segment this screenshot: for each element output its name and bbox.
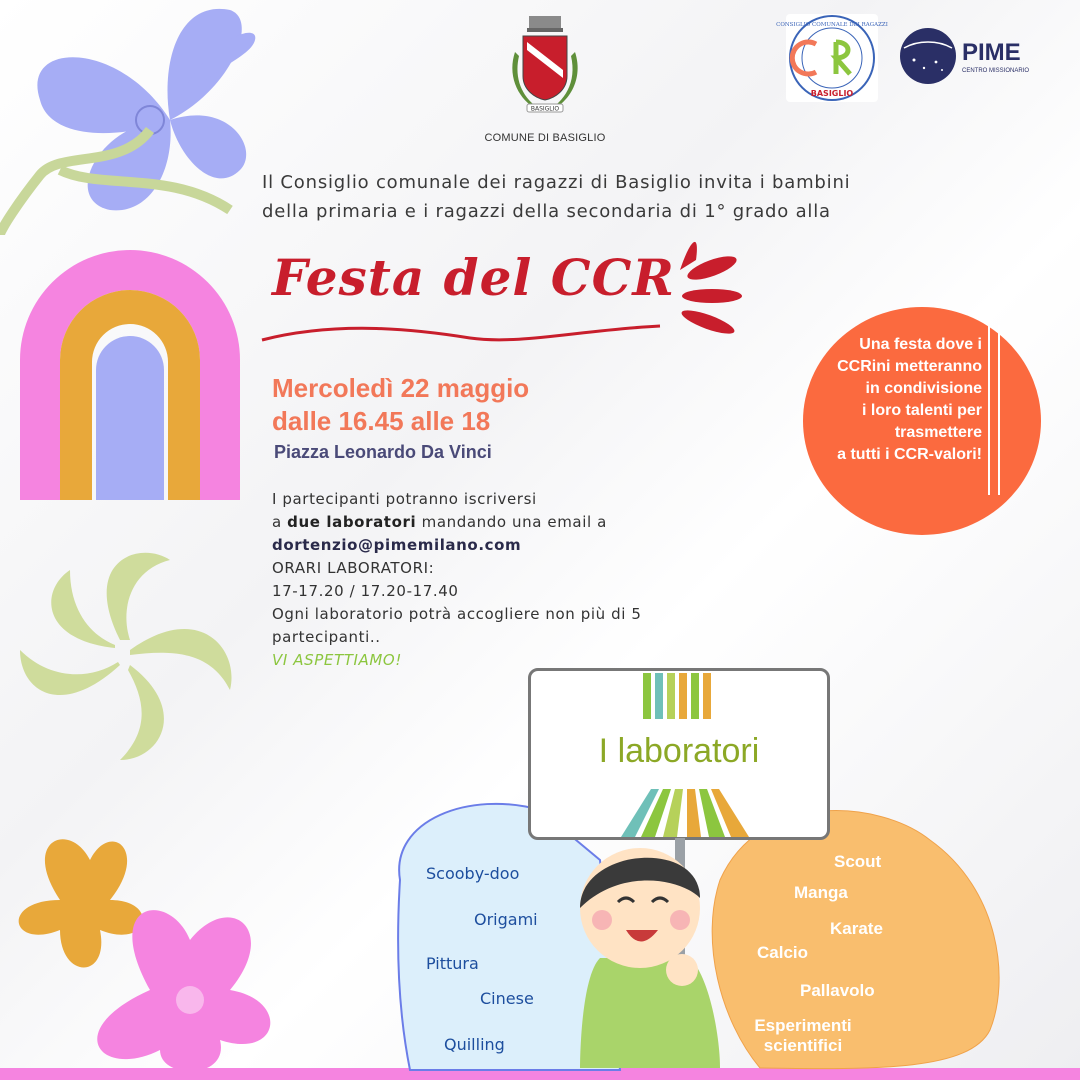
pime-name: PIME	[962, 39, 1021, 66]
bubble-line: i loro talenti per	[861, 402, 982, 419]
rainbow-decoration	[20, 250, 240, 500]
info-block	[272, 488, 772, 672]
intro-line-2: della primaria e i ragazzi della secondaria di 1° grado alla	[262, 201, 831, 222]
lab-cinese: Cinese	[480, 989, 534, 1008]
lab-quilling: Quilling	[444, 1035, 505, 1054]
talent-bubble-text	[792, 334, 982, 466]
event-date	[272, 372, 529, 438]
event-title: Festa del CCR	[272, 248, 675, 307]
bubble-line: trasmettere	[894, 424, 982, 441]
title-underline	[262, 326, 660, 340]
bubble-line: CCRini metteranno	[837, 358, 982, 375]
lab-calcio: Calcio	[757, 943, 809, 962]
info-bold-labs: due laboratori	[287, 513, 417, 531]
bubble-line: Una festa dove i	[859, 336, 982, 353]
lab-esperimenti: Esperimenti scientifici	[754, 1016, 852, 1055]
comune-name: COMUNE DI BASIGLIO	[484, 132, 606, 144]
crest-band-text: BASIGLIO	[530, 105, 560, 113]
welcome-text: VI ASPETTIAMO!	[272, 651, 402, 669]
lab-pallavolo: Pallavolo	[800, 981, 875, 1000]
splash-decoration	[679, 242, 742, 338]
intro-line-1: Il Consiglio comunale dei ragazzi di Basiglio invita i bambini	[262, 172, 851, 193]
lab-manga: Manga	[794, 883, 848, 902]
blue-flower-decoration	[0, 9, 255, 235]
bubble-bar-decoration	[988, 325, 1000, 495]
lab-origami: Origami	[474, 910, 538, 929]
ccr-logo	[776, 14, 888, 102]
ccr-logo-top-text: CONSIGLIO COMUNALE DEI RAGAZZI	[776, 22, 888, 28]
event-place: Piazza Leonardo Da Vinci	[274, 442, 492, 462]
info-line-1: I partecipanti potranno iscriversi	[272, 490, 537, 508]
pime-logo	[898, 26, 1048, 86]
kid-illustration	[560, 838, 740, 1068]
orari-times: 17-17.20 / 17.20-17.40	[272, 582, 459, 600]
lab-scout: Scout	[834, 852, 882, 871]
bubble-line: a tutti i CCR-valori!	[837, 446, 982, 463]
lab-pittura: Pittura	[426, 954, 479, 973]
bubble-line: in condivisione	[865, 380, 982, 397]
capacity-line-1: Ogni laboratorio potrà accogliere non più di 5	[272, 605, 642, 623]
laboratori-title: I laboratori	[598, 732, 760, 770]
capacity-line-2: partecipanti..	[272, 628, 381, 646]
contact-email[interactable]: dortenzio@pimemilano.com	[272, 536, 522, 554]
lab-scooby-doo: Scooby-doo	[426, 864, 520, 883]
lab-karate: Karate	[830, 919, 883, 938]
swirl-decoration	[20, 553, 232, 760]
ccr-logo-bottom-text: BASIGLIO	[810, 89, 854, 98]
info-line-2: a due laboratori mandando una email a	[272, 513, 607, 531]
orari-label: ORARI LABORATORI:	[272, 559, 435, 577]
orange-flower-decoration	[19, 839, 143, 967]
comune-crest-logo	[505, 12, 585, 122]
event-date-line-1: Mercoledì 22 maggio	[272, 373, 530, 403]
event-time-line: dalle 16.45 alle 18	[272, 406, 491, 436]
pime-subtitle: CENTRO MISSIONARIO	[962, 68, 1030, 74]
intro-text	[262, 168, 982, 226]
